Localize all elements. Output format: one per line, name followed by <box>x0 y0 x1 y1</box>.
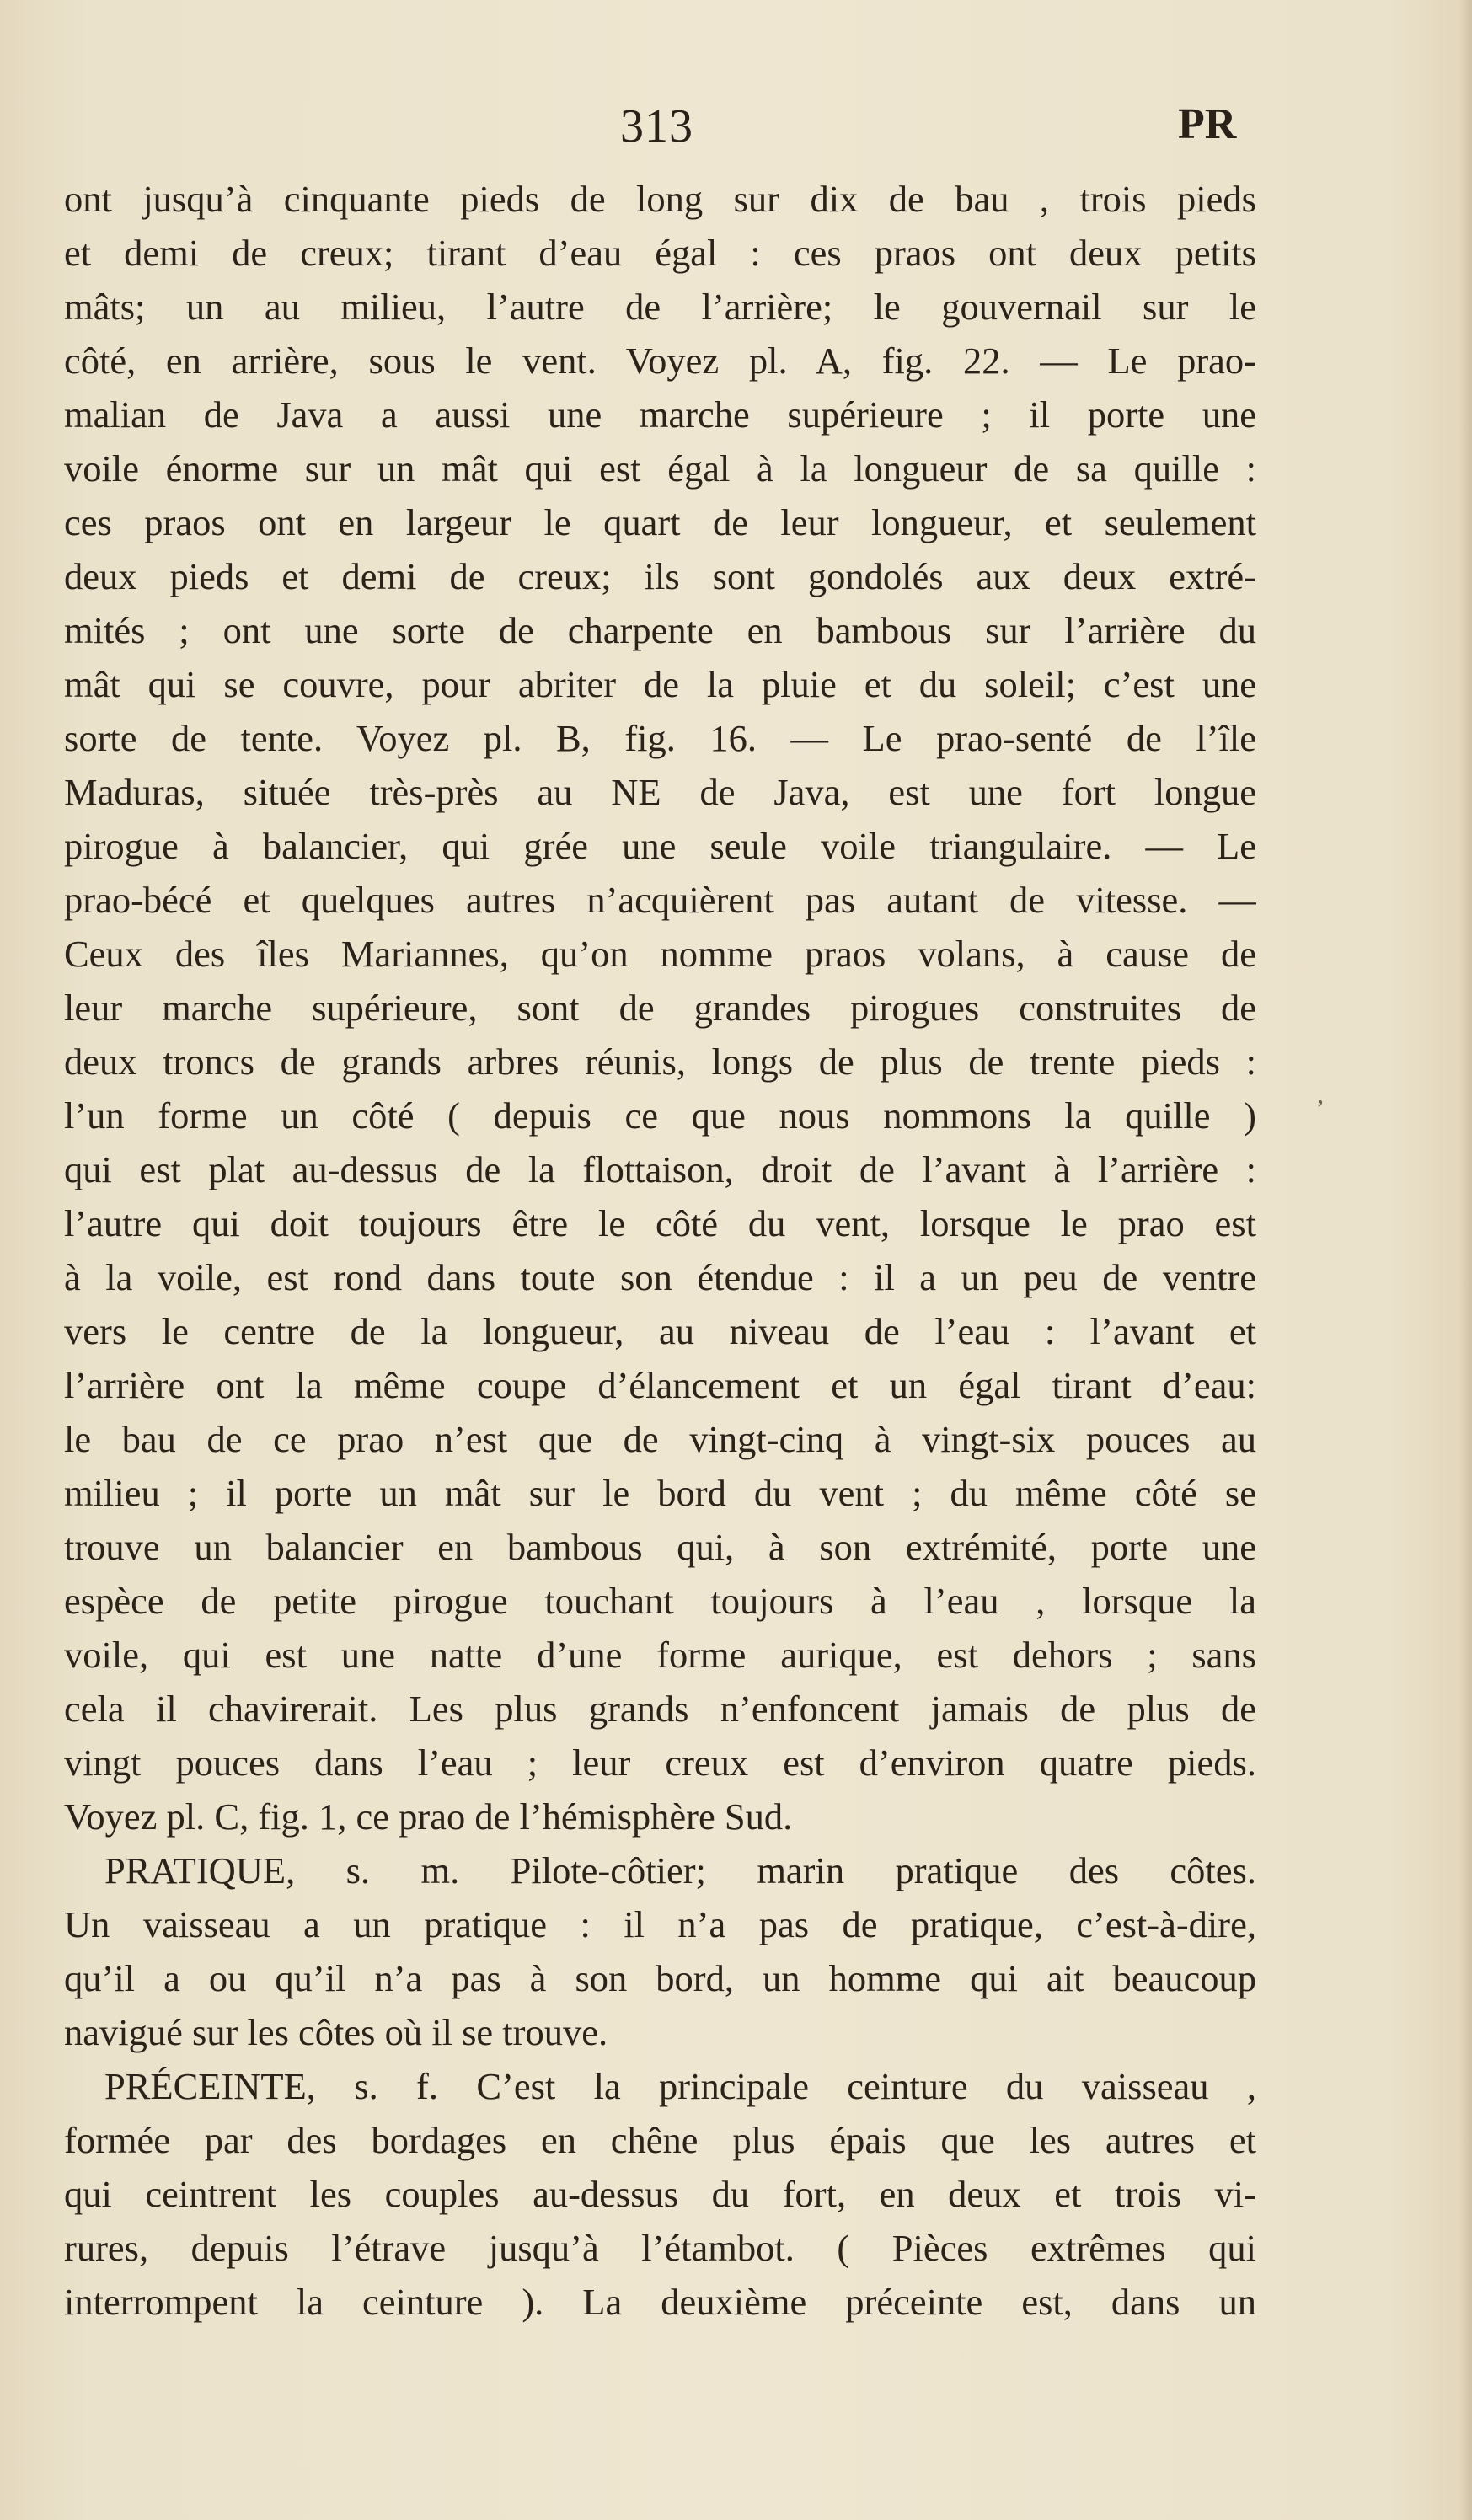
text-line: qu’il a ou qu’il n’a pas à son bord, un homme qui ait beaucoup <box>64 1957 1256 1999</box>
text-line: Voyez pl. C, fig. 1, ce prao de l’hémisphère Sud. <box>64 1795 793 1838</box>
text-line: le bau de ce prao n’est que de vingt-cinq à vingt-six pouces au <box>64 1418 1256 1460</box>
text-line: qui est plat au-dessus de la flottaison, droit de l’avant à l’arrière : <box>64 1148 1256 1190</box>
text-line: vers le centre de la longueur, au niveau de l’eau : l’avant et <box>64 1310 1256 1352</box>
text-line: ces praos ont en largeur le quart de leur longueur, et seulement <box>64 501 1256 543</box>
text-line: l’autre qui doit toujours être le côté du vent, lorsque le prao est <box>64 1202 1256 1244</box>
text-line: et demi de creux; tirant d’eau égal : ces praos ont deux petits <box>64 232 1256 274</box>
text-line: l’arrière ont la même coupe d’élancement et un égal tirant d’eau: <box>64 1364 1256 1406</box>
text-line: Un vaisseau a un pratique : il n’a pas de pratique, c’est-à-dire, <box>64 1903 1256 1945</box>
text-line: deux pieds et demi de creux; ils sont gondolés aux deux extré- <box>64 555 1256 597</box>
body-text <box>64 172 1256 2329</box>
text-line: deux troncs de grands arbres réunis, longs de plus de trente pieds : <box>64 1041 1256 1083</box>
text-line: sorte de tente. Voyez pl. B, fig. 16. — Le prao-senté de l’île <box>64 717 1256 759</box>
text-line: à la voile, est rond dans toute son étendue : il a un peu de ventre <box>64 1256 1256 1298</box>
text-line: Ceux des îles Mariannes, qu’on nomme praos volans, à cause de <box>64 933 1256 975</box>
text-line: côté, en arrière, sous le vent. Voyez pl. A, fig. 22. — Le prao- <box>64 340 1256 382</box>
page-header <box>0 99 1472 158</box>
text-line: espèce de petite pirogue touchant toujours à l’eau , lorsque la <box>64 1580 1256 1622</box>
text-line: prao-bécé et quelques autres n’acquièrent pas autant de vitesse. — <box>64 879 1256 921</box>
margin-mark: ‚ <box>1316 1081 1325 1109</box>
entry-line-preceinte: PRÉCEINTE, s. f. C’est la principale ceinture du vaisseau , <box>104 2065 1256 2107</box>
text-line: vingt pouces dans l’eau ; leur creux est d’environ quatre pieds. <box>64 1742 1256 1784</box>
text-line: mités ; ont une sorte de charpente en bambous sur l’arrière du <box>64 609 1256 651</box>
running-head: PR <box>1178 100 1237 148</box>
text-line: formée par des bordages en chêne plus épais que les autres et <box>64 2119 1256 2161</box>
text-line: qui ceintrent les couples au-dessus du fort, en deux et trois vi- <box>64 2173 1256 2215</box>
text-line: l’un forme un côté ( depuis ce que nous nommons la quille ) <box>64 1094 1256 1137</box>
entry-line-pratique: PRATIQUE, s. m. Pilote-côtier; marin pratique des côtes. <box>104 1849 1256 1891</box>
text-line: rures, depuis l’étrave jusqu’à l’étambot. ( Pièces extrêmes qui <box>64 2227 1256 2269</box>
page-edge-shadow <box>1459 0 1472 2520</box>
text-line: mâts; un au milieu, l’autre de l’arrière; le gouvernail sur le <box>64 286 1256 328</box>
text-line: ont jusqu’à cinquante pieds de long sur dix de bau , trois pieds <box>64 178 1256 220</box>
text-line: Maduras, située très-près au NE de Java, est une fort longue <box>64 771 1256 813</box>
text-line: cela il chavirerait. Les plus grands n’enfoncent jamais de plus de <box>64 1688 1256 1730</box>
text-line: interrompent la ceinture ). La deuxième préceinte est, dans un <box>64 2281 1256 2323</box>
text-line: voile, qui est une natte d’une forme aurique, est dehors ; sans <box>64 1634 1256 1676</box>
text-line: voile énorme sur un mât qui est égal à la longueur de sa quille : <box>64 447 1256 490</box>
text-line: leur marche supérieure, sont de grandes pirogues construites de <box>64 987 1256 1029</box>
text-line: mât qui se couvre, pour abriter de la pluie et du soleil; c’est une <box>64 663 1256 705</box>
text-line: malian de Java a aussi une marche supérieure ; il porte une <box>64 393 1256 436</box>
text-line: pirogue à balancier, qui grée une seule voile triangulaire. — Le <box>64 825 1256 867</box>
page-number: 313 <box>620 100 693 152</box>
text-line: trouve un balancier en bambous qui, à son extrémité, porte une <box>64 1526 1256 1568</box>
text-line: milieu ; il porte un mât sur le bord du vent ; du même côté se <box>64 1472 1256 1514</box>
text-line: navigué sur les côtes où il se trouve. <box>64 2011 608 2053</box>
